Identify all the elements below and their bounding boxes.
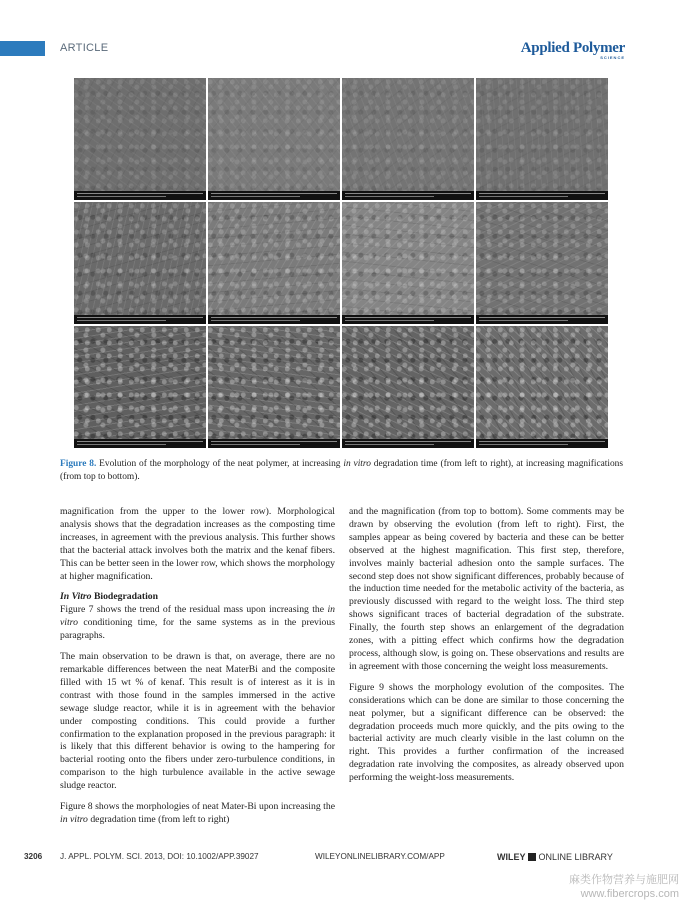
sem-micrograph	[342, 326, 474, 448]
right-column	[349, 506, 624, 793]
sem-info-bar	[74, 439, 206, 448]
sem-micrograph	[342, 78, 474, 200]
sem-micrograph	[476, 78, 608, 200]
sem-micrograph	[208, 78, 340, 200]
sem-info-bar	[476, 191, 608, 200]
sem-info-bar	[208, 315, 340, 324]
paragraph: and the magnification (from top to bottom). Some comments may be drawn by observing the evolution (from left to right). First, the samples appear as being covered by bacteria and these can be better observed at the highest magnification. This first step, therefore, involves mainly bacterial adhesion onto the sample surfaces. The second step does not show significant differences, probably because of the induction time needed for the metabolic activity of the bacteria, as previously discussed with regard to the weight loss. The third step shows significant traces of bacterial degradation of the substrate. Finally, the fourth step shows an enlargement of the degradation zones, with a pitting effect which confirms how the degradation process, although slow, is going on. These observations and results are in agreement with those concerning the weight loss measurements.	[349, 506, 624, 672]
sem-info-bar	[342, 439, 474, 448]
paragraph: Figure 9 shows the morphology evolution of the composites. The considerations which can be done are similar to those concerning the neat polymer, but a significant difference can be observed: the degradation proceeds much more quickly, and the pits owing to the bacterial activity are much clearly visible in the last column on the right. This provides a further confirmation of the increased degradation rate involving the composites, as already observed upon performing the weight-loss measurements.	[349, 681, 624, 784]
citation: J. APPL. POLYM. SCI. 2013, DOI: 10.1002/APP.39027	[60, 852, 259, 861]
paragraph: magnification from the upper to the lower row). Morphological analysis shows that the degradation increases as the composting time increases, in agreement with the previous analysis. This further shows that the bacterial attack involves both the matrix and the kenaf fibers. This can be better seen in the lower row, which shows the morphology at higher magnification.	[60, 506, 335, 582]
sem-micrograph	[342, 202, 474, 324]
section-label: ARTICLE	[60, 42, 109, 54]
sem-info-bar	[74, 191, 206, 200]
journal-url: WILEYONLINELIBRARY.COM/APP	[315, 852, 445, 861]
page-number: 3206	[24, 852, 43, 861]
section-color-bar	[0, 41, 45, 56]
sem-info-bar	[476, 439, 608, 448]
wiley-online-library-logo: WILEY ONLINE LIBRARY	[497, 852, 613, 862]
sem-micrograph	[476, 202, 608, 324]
watermark: 麻类作物营养与施肥网 www.fibercrops.com	[569, 874, 679, 900]
sem-micrograph	[74, 202, 206, 324]
sem-micrograph	[208, 326, 340, 448]
journal-title: Applied Polymer	[520, 40, 625, 56]
paragraph: Figure 7 shows the trend of the residual mass upon increasing the in vitro conditioning time, for the same systems as in the previous paragraphs.	[60, 604, 335, 642]
journal-logo	[521, 40, 625, 60]
sem-info-bar	[342, 191, 474, 200]
sem-micrograph	[74, 326, 206, 448]
figure-caption: Figure 8. Evolution of the morphology of the neat polymer, at increasing in vitro degradation time (from left to right), at increasing magnifications (from top to bottom).	[60, 459, 623, 482]
sem-info-bar	[74, 315, 206, 324]
sem-micrograph	[476, 326, 608, 448]
sem-image-grid	[74, 78, 608, 448]
paragraph: Figure 8 shows the morphologies of neat Mater-Bi upon increasing the in vitro degradation time (from left to right)	[60, 801, 335, 825]
page-footer	[0, 852, 683, 866]
sem-micrograph	[74, 78, 206, 200]
sem-info-bar	[208, 191, 340, 200]
paragraph: The main observation to be drawn is that, on average, there are no remarkable differences between the neat MaterBi and the composite filled with 15 wt % of kenaf. This result is of interest as it is in contrast with those found in the samples immersed in the active sewage sludge reactor, while it is in agreement with the behavior under composting conditions. This could provide a further confirmation to the explanation proposed in the previous paragraph: it is likely that this different behavior is owing to the hampering for bacterial rooting onto the fibers under zero-turbulence conditions, in comparison to the high turbulence available in the active sewage sludge reactor.	[60, 651, 335, 792]
left-column	[60, 506, 335, 835]
sem-micrograph	[208, 202, 340, 324]
sem-info-bar	[476, 315, 608, 324]
section-heading: In Vitro Biodegradation	[60, 591, 158, 603]
journal-subtitle: SCIENCE	[600, 55, 625, 60]
figure-label: Figure 8.	[60, 459, 97, 469]
sem-info-bar	[208, 439, 340, 448]
sem-info-bar	[342, 315, 474, 324]
book-icon	[528, 853, 536, 861]
